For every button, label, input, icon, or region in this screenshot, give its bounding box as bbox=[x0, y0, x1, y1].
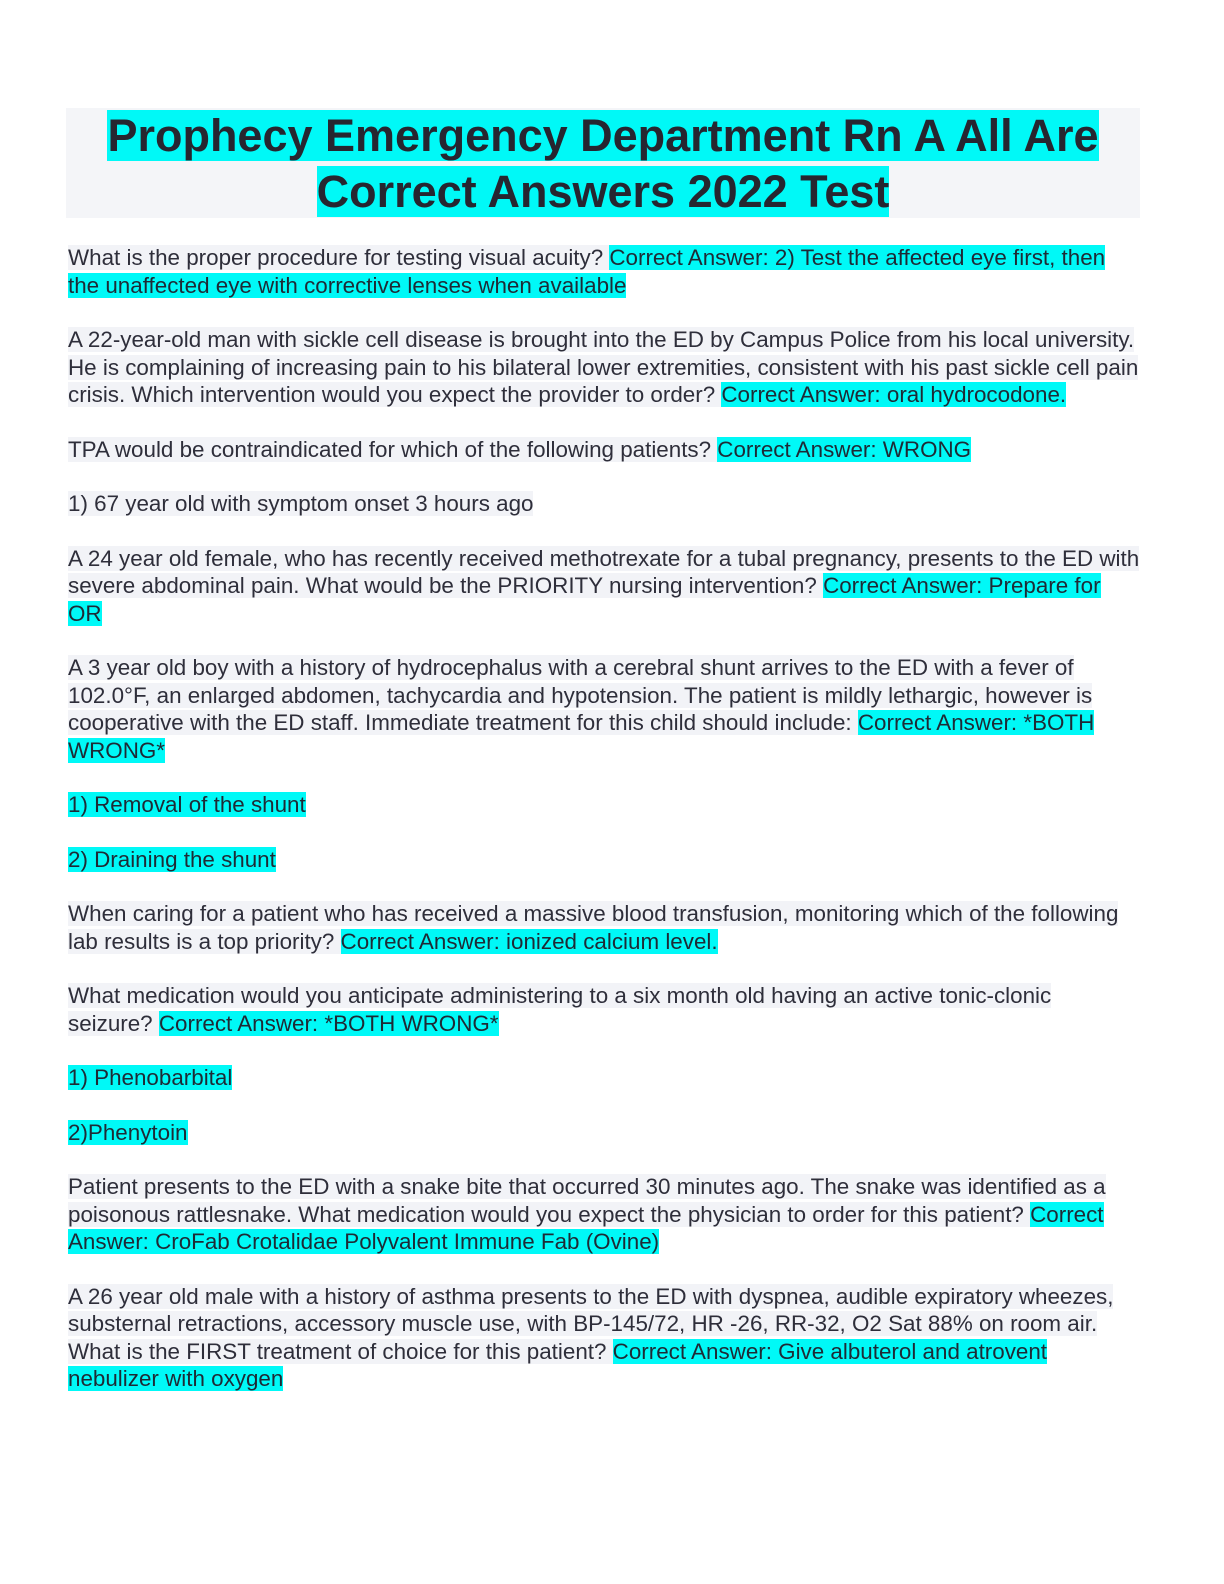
qa-item bbox=[68, 654, 1140, 764]
answer-text: 1) Phenobarbital bbox=[68, 1065, 233, 1090]
question-text: 1) 67 year old with symptom onset 3 hours ago bbox=[68, 491, 534, 516]
qa-item bbox=[68, 982, 1140, 1037]
question-text: A 3 year old boy with a history of hydrocephalus with a cerebral shunt arrives to the ED with a fever of 102.0°F, an enlarged abdomen, tachycardia and hypotension. The patient is mildly lethargic, however is cooperative with the ED staff. Immediate treatment for this child should include: bbox=[68, 655, 1093, 735]
document-title bbox=[66, 108, 1140, 218]
qa-item bbox=[68, 1283, 1140, 1393]
qa-item bbox=[68, 244, 1140, 299]
qa-item bbox=[68, 1064, 1140, 1092]
answer-text: Correct Answer: *BOTH WRONG* bbox=[158, 1010, 499, 1036]
question-text: When caring for a patient who has received a massive blood transfusion, monitoring which of the following lab results is a top priority? bbox=[68, 901, 1119, 954]
answer-text: Correct Answer: *BOTH WRONG* bbox=[68, 710, 1095, 763]
question-text: What medication would you anticipate administering to a six month old having an active tonic-clonic seizure? bbox=[68, 983, 1052, 1036]
title-line-1: Prophecy Emergency Department Rn A All Are bbox=[107, 110, 1099, 161]
qa-item bbox=[68, 326, 1140, 409]
answer-text: Correct Answer: CroFab Crotalidae Polyvalent Immune Fab (Ovine) bbox=[68, 1201, 1104, 1254]
question-text: What is the proper procedure for testing visual acuity? bbox=[68, 245, 610, 270]
answer-text: Correct Answer: Prepare for OR bbox=[68, 573, 1101, 626]
qa-item bbox=[68, 490, 1140, 518]
question-text: TPA would be contraindicated for which of the following patients? bbox=[68, 436, 718, 462]
qa-item bbox=[68, 545, 1140, 628]
qa-item bbox=[68, 1173, 1140, 1256]
answer-text: 2)Phenytoin bbox=[68, 1119, 188, 1145]
answer-text: Correct Answer: ionized calcium level. bbox=[340, 928, 718, 954]
answer-text: 2) Draining the shunt bbox=[68, 846, 276, 872]
question-text: A 24 year old female, who has recently received methotrexate for a tubal pregnancy, presents to the ED with severe abdominal pain. What would be the PRIORITY nursing intervention? bbox=[68, 545, 1140, 598]
title-line-2: Correct Answers 2022 Test bbox=[316, 166, 890, 217]
qa-list bbox=[68, 244, 1140, 1420]
answer-text: Correct Answer: Give albuterol and atrovent nebulizer with oxygen bbox=[68, 1338, 1048, 1391]
question-text: Patient presents to the ED with a snake bite that occurred 30 minutes ago. The snake was identified as a poisonous rattlesnake. What medication would you expect the physician to order for this patient? bbox=[68, 1174, 1106, 1227]
answer-text: Correct Answer: oral hydrocodone. bbox=[721, 382, 1067, 407]
question-text: A 26 year old male with a history of asthma presents to the ED with dyspnea, audible expiratory wheezes, substernal retractions, accessory muscle use, with BP-145/72, HR -26, RR-32, O2 Sat 88% on room air. What is the FIRST treatment of choice for this patient? bbox=[68, 1283, 1114, 1364]
answer-text: Correct Answer: 2) Test the affected eye first, then the unaffected eye with corrective lenses when available bbox=[68, 245, 1106, 298]
answer-text: 1) Removal of the shunt bbox=[68, 792, 306, 817]
qa-item bbox=[68, 436, 1140, 464]
qa-item bbox=[68, 791, 1140, 819]
question-text: A 22-year-old man with sickle cell disease is brought into the ED by Campus Police from his local university. He is complaining of increasing pain to his bilateral lower extremities, consistent with his past sickle cell pain crisis. Which intervention would you expect the provider to order? bbox=[68, 327, 1139, 407]
answer-text: Correct Answer: WRONG bbox=[717, 436, 972, 462]
qa-item bbox=[68, 900, 1140, 955]
qa-item bbox=[68, 846, 1140, 874]
qa-item bbox=[68, 1119, 1140, 1147]
